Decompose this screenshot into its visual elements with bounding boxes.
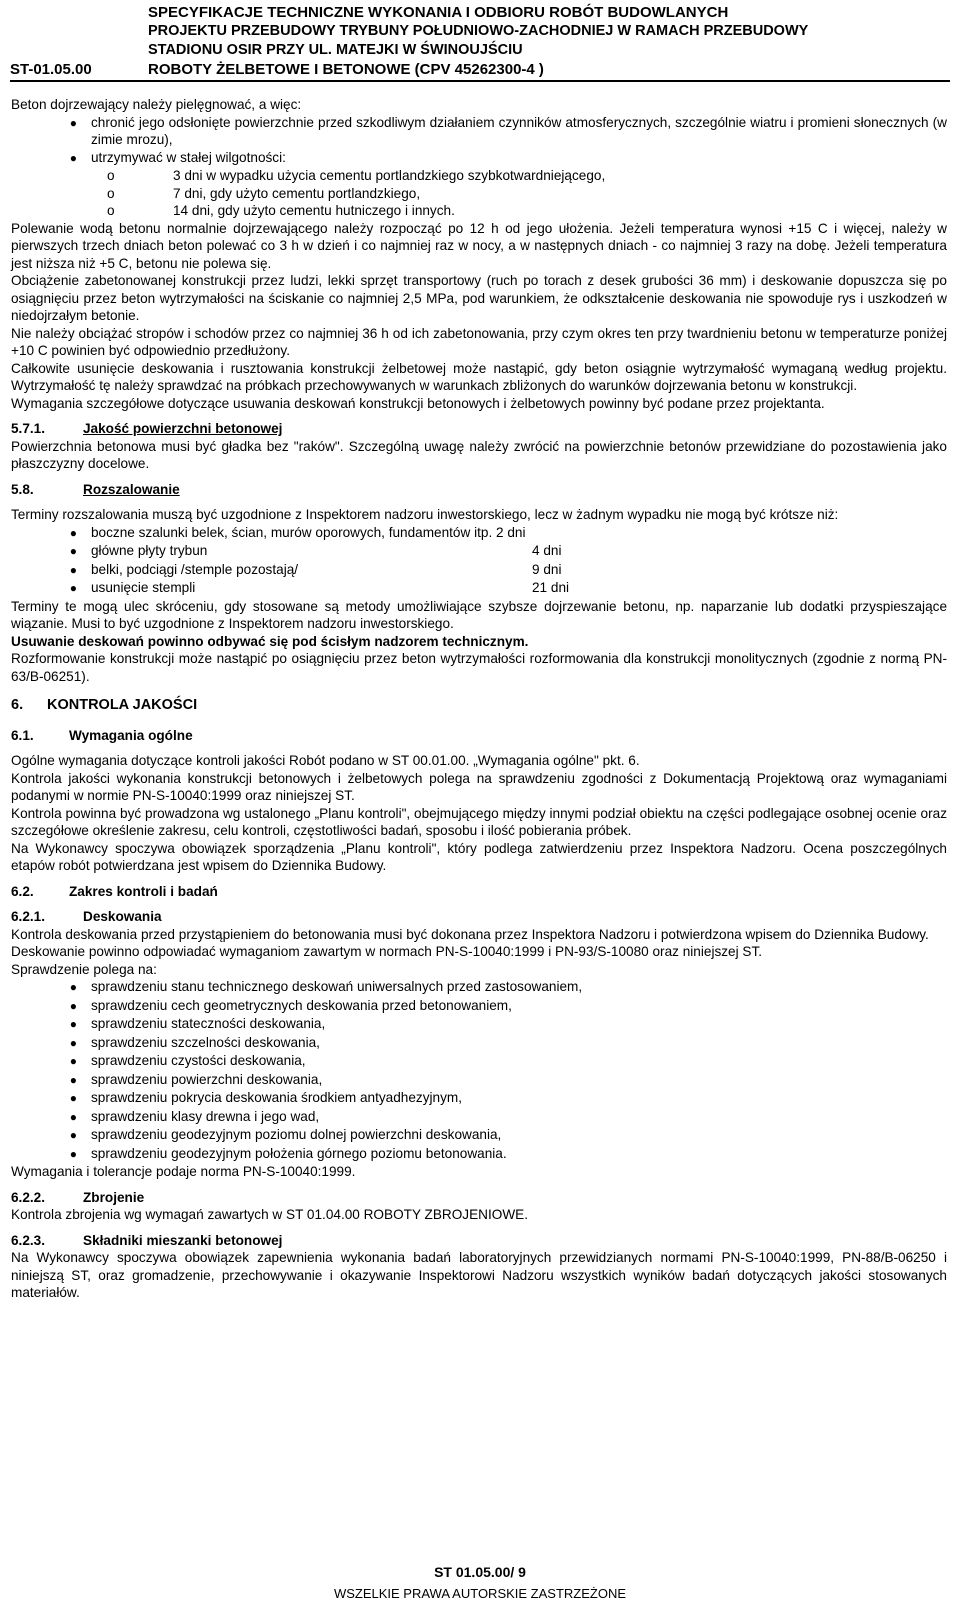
bullet-icon: ●: [69, 544, 77, 558]
list-item: ● główne płyty trybun 4 dni: [11, 542, 947, 561]
bullet-icon: ●: [69, 1072, 77, 1087]
section-heading: 5.7.1. Jakość powierzchni betonowej: [11, 421, 283, 436]
list-item: ● sprawdzeniu powierzchni deskowania,: [11, 1071, 947, 1090]
paragraph: Polewanie wodą betonu normalnie dojrzewającego należy rozpocząć po 12 h od jego ułożenia. Jeżeli temperatura wynosi +15 C i więcej, należy w pierwszych trzech dniach beton polewać co 3 h w dzień i co najmniej raz w nocy, a w następnych dniach - co najmniej 3 razy na dobę. Jeżeli temperatura jest niższa niż +5 C, betonu nie polewa się.: [11, 220, 947, 271]
paragraph: Nie należy obciążać stropów i schodów przez co najmniej 36 h od ich zabetonowania, przy czym okres ten przy twardnieniu betonu w temperaturze poniżej +10 C powinien być odpowiednio przedłużony.: [11, 325, 947, 358]
paragraph: Kontrola deskowania przed przystąpieniem do betonowania musi być dokonana przez Inspektora Nadzoru i potwierdzona wpisem do Dziennika Budowy.: [11, 926, 929, 942]
chapter-heading: 6. KONTROLA JAKOŚCI: [11, 697, 198, 713]
check-list: [11, 978, 947, 1163]
bullet-icon: ●: [69, 980, 77, 994]
list-item: ● sprawdzeniu geodezyjnym położenia górnego poziomu betonowania.: [11, 1145, 947, 1164]
paragraph: Sprawdzenie polega na:: [11, 961, 157, 977]
header-project: PROJEKTU PRZEBUDOWY TRYBUNY POŁUDNIOWO-ZACHODNIEJ W RAMACH PRZEBUDOWY: [148, 23, 809, 39]
bullet-icon: ●: [69, 581, 77, 595]
sub-list-item: o 3 dni w wypadku użycia cementu portlandzkiego szybkotwardniejącego,: [107, 168, 606, 183]
paragraph: Terminy te mogą ulec skróceniu, gdy stosowane są metody umożliwiające szybsze dojrzewanie betonu, np. naparzanie lub dodatki przyspieszające wiązanie. Musi to być uzgodnione z Inspektorem nadzoru inwestorskiego.: [11, 598, 947, 631]
paragraph: Usuwanie deskowań powinno odbywać się pod ścisłym nadzorem technicznym.: [11, 633, 529, 649]
bullet-icon: ●: [69, 1091, 77, 1105]
paragraph: Obciążenie zabetonowanej konstrukcji przez ludzi, lekki sprzęt transportowy (ruch po torach z desek grubości 36 mm) i deskowanie dopuszcza się po osiągnięciu przez beton wytrzymałości na ściskanie co najmniej 2,5 MPa, pod warunkiem, że odkształcenie deskowania nie spowoduje rys i uszkodzeń w niedojrzałym betonie.: [11, 273, 947, 323]
header-divider: [10, 80, 950, 82]
paragraph: Deskowanie powinno odpowiadać wymaganiom zawartym w normach PN-S-10040:1999 i PN-93/S-10080 oraz niniejszej ST.: [11, 944, 763, 959]
curing-intro: Beton dojrzewający należy pielęgnować, a więc:: [11, 97, 302, 112]
header-title: SPECYFIKACJE TECHNICZNE WYKONANIA I ODBIORU ROBÓT BUDOWLANYCH: [148, 4, 729, 21]
bullet-icon: ●: [69, 1128, 77, 1142]
document-body: [11, 96, 947, 1302]
bullet-icon: ●: [69, 1109, 77, 1124]
paragraph: Na Wykonawcy spoczywa obowiązek zapewnienia wykonania badań laboratoryjnych przewidzianych normami PN-S-10040:1999, PN-88/B-06250 i niniejszą ST, oraz gromadzenie, przechowywanie i okazywanie Inspektorowi Nadzoru wszystkich wyników badań dotyczących jakości stosowanych materiałów.: [11, 1250, 947, 1300]
list-item: ● belki, podciągi /stemple pozostają/ 9 dni: [11, 561, 947, 580]
list-item: ● sprawdzeniu klasy drewna i jego wad,: [11, 1108, 947, 1127]
paragraph: Całkowite usunięcie deskowania i rusztowania konstrukcji żelbetowej może nastąpić, gdy beton osiągnie wytrzymałość wymaganą według projektu. Wytrzymałość tę należy sprawdzać na próbkach przechowywanych w warunkach zbliżonych do warunków dojrzewania betonu w konstrukcji.: [11, 360, 947, 393]
circle-bullet-icon: o: [107, 203, 115, 218]
paragraph: Wymagania szczegółowe dotyczące usuwania deskowań konstrukcji betonowych i żelbetowych powinny być podane przez projektanta.: [11, 395, 825, 411]
list-item: ● sprawdzeniu stanu technicznego deskowań uniwersalnych przed zastosowaniem,: [11, 978, 947, 997]
bullet-icon: ●: [69, 562, 77, 577]
section-heading: 6.2. Zakres kontroli i badań: [11, 883, 218, 899]
paragraph: Terminy rozszalowania muszą być uzgodnione z Inspektorem nadzoru inwestorskiego, lecz w żadnym wypadku nie mogą być krótsze niż:: [11, 507, 839, 522]
bullet-icon: ●: [69, 1035, 77, 1050]
list-item: ● utrzymywać w stałej wilgotności:: [11, 149, 947, 168]
sub-list-item: o 7 dni, gdy użyto cementu portlandzkiego,: [107, 185, 421, 201]
copyright-notice: WSZELKIE PRAWA AUTORSKIE ZASTRZEŻONE: [333, 1586, 627, 1601]
list-item: ● sprawdzeniu czystości deskowania,: [11, 1052, 947, 1071]
bullet-icon: ●: [69, 525, 77, 540]
list-item: ● sprawdzeniu pokrycia deskowania środkiem antyadhezyjnym,: [11, 1089, 947, 1108]
header-spec-code: ST-01.05.00: [10, 61, 92, 78]
bullet-icon: ●: [69, 1017, 77, 1031]
list-item: ● chronić jego odsłonięte powierzchnie przed szkodliwym działaniem czynników atmosferycznych, szczególnie wiatru i promieni słonecznych (w zimie mrozu),: [11, 114, 947, 149]
list-item: ● sprawdzeniu szczelności deskowania,: [11, 1034, 947, 1053]
sub-list-item: o 14 dni, gdy użyto cementu hutniczego i innych.: [107, 203, 455, 218]
list-item: ● boczne szalunki belek, ścian, murów oporowych, fundamentów itp. 2 dni: [11, 524, 947, 543]
section-heading: 6.2.1. Deskowania: [11, 909, 162, 924]
list-item: ● sprawdzeniu cech geometrycznych deskowania przed betonowaniem,: [11, 997, 947, 1016]
circle-bullet-icon: o: [107, 168, 115, 183]
header-section: ROBOTY ŻELBETOWE I BETONOWE (CPV 45262300-4 ): [148, 61, 544, 78]
paragraph: Wymagania i tolerancje podaje norma PN-S-10040:1999.: [11, 1164, 356, 1179]
paragraph: Na Wykonawcy spoczywa obowiązek sporządzenia „Planu kontroli", który podlega zatwierdzeniu przez Inspektora Nadzoru. Ocena poszczególnych etapów robót potwierdzana jest wpisem do Dziennika Budowy.: [11, 840, 947, 873]
bullet-icon: ●: [69, 998, 77, 1013]
list-item: ● sprawdzeniu stateczności deskowania,: [11, 1015, 947, 1034]
list-item: ● sprawdzeniu geodezyjnym poziomu dolnej powierzchni deskowania,: [11, 1126, 947, 1145]
list-item: ● usunięcie stempli 21 dni: [11, 579, 947, 598]
header-location: STADIONU OSIR PRZY UL. MATEJKI W ŚWINOUJŚCIU: [148, 42, 523, 58]
paragraph: Rozformowanie konstrukcji może nastąpić po osiągnięciu przez beton wytrzymałości rozformowania dla konstrukcji monolitycznych (zgodnie z normą PN-63/B-06251).: [11, 651, 947, 684]
section-heading: 6.1. Wymagania ogólne: [11, 727, 193, 743]
page-number: ST 01.05.00/ 9: [434, 1564, 526, 1580]
paragraph: Kontrola powinna być prowadzona wg ustalonego „Planu kontroli", obejmującego między innymi podział obiektu na części podlegające osobnej ocenie oraz szczegółowe określenie zakresu, celu kontroli, częstotliwości badań, sposobu i ilość pobierania próbek.: [11, 805, 947, 838]
paragraph: Kontrola jakości wykonania konstrukcji betonowych i żelbetowych polega na sprawdzeniu zgodności z Dokumentacją Projektową oraz wymaganiami podanymi w normie PN-S-10040:1999 oraz niniejszej ST.: [11, 770, 947, 803]
paragraph: Kontrola zbrojenia wg wymagań zawartych w ST 01.04.00 ROBOTY ZBROJENIOWE.: [11, 1207, 529, 1222]
section-heading: 5.8. Rozszalowanie: [11, 481, 180, 497]
bullet-icon: ●: [69, 1146, 77, 1161]
section-heading: 6.2.3. Składniki mieszanki betonowej: [11, 1232, 283, 1248]
circle-bullet-icon: o: [107, 185, 115, 201]
page-header: [10, 0, 950, 80]
section-heading: 6.2.2. Zbrojenie: [11, 1189, 145, 1205]
paragraph: Powierzchnia betonowa musi być gładka bez "raków". Szczególną uwagę należy zwrócić na powierzchnie betonów przewidziane do pozostawienia jako płaszczyzny docelowe.: [11, 438, 947, 471]
bullet-icon: ●: [69, 115, 77, 130]
bullet-icon: ●: [69, 1054, 77, 1068]
paragraph: Ogólne wymagania dotyczące kontroli jakości Robót podano w ST 00.01.00. „Wymagania ogólne" pkt. 6.: [11, 753, 640, 768]
bullet-icon: ●: [69, 150, 77, 165]
